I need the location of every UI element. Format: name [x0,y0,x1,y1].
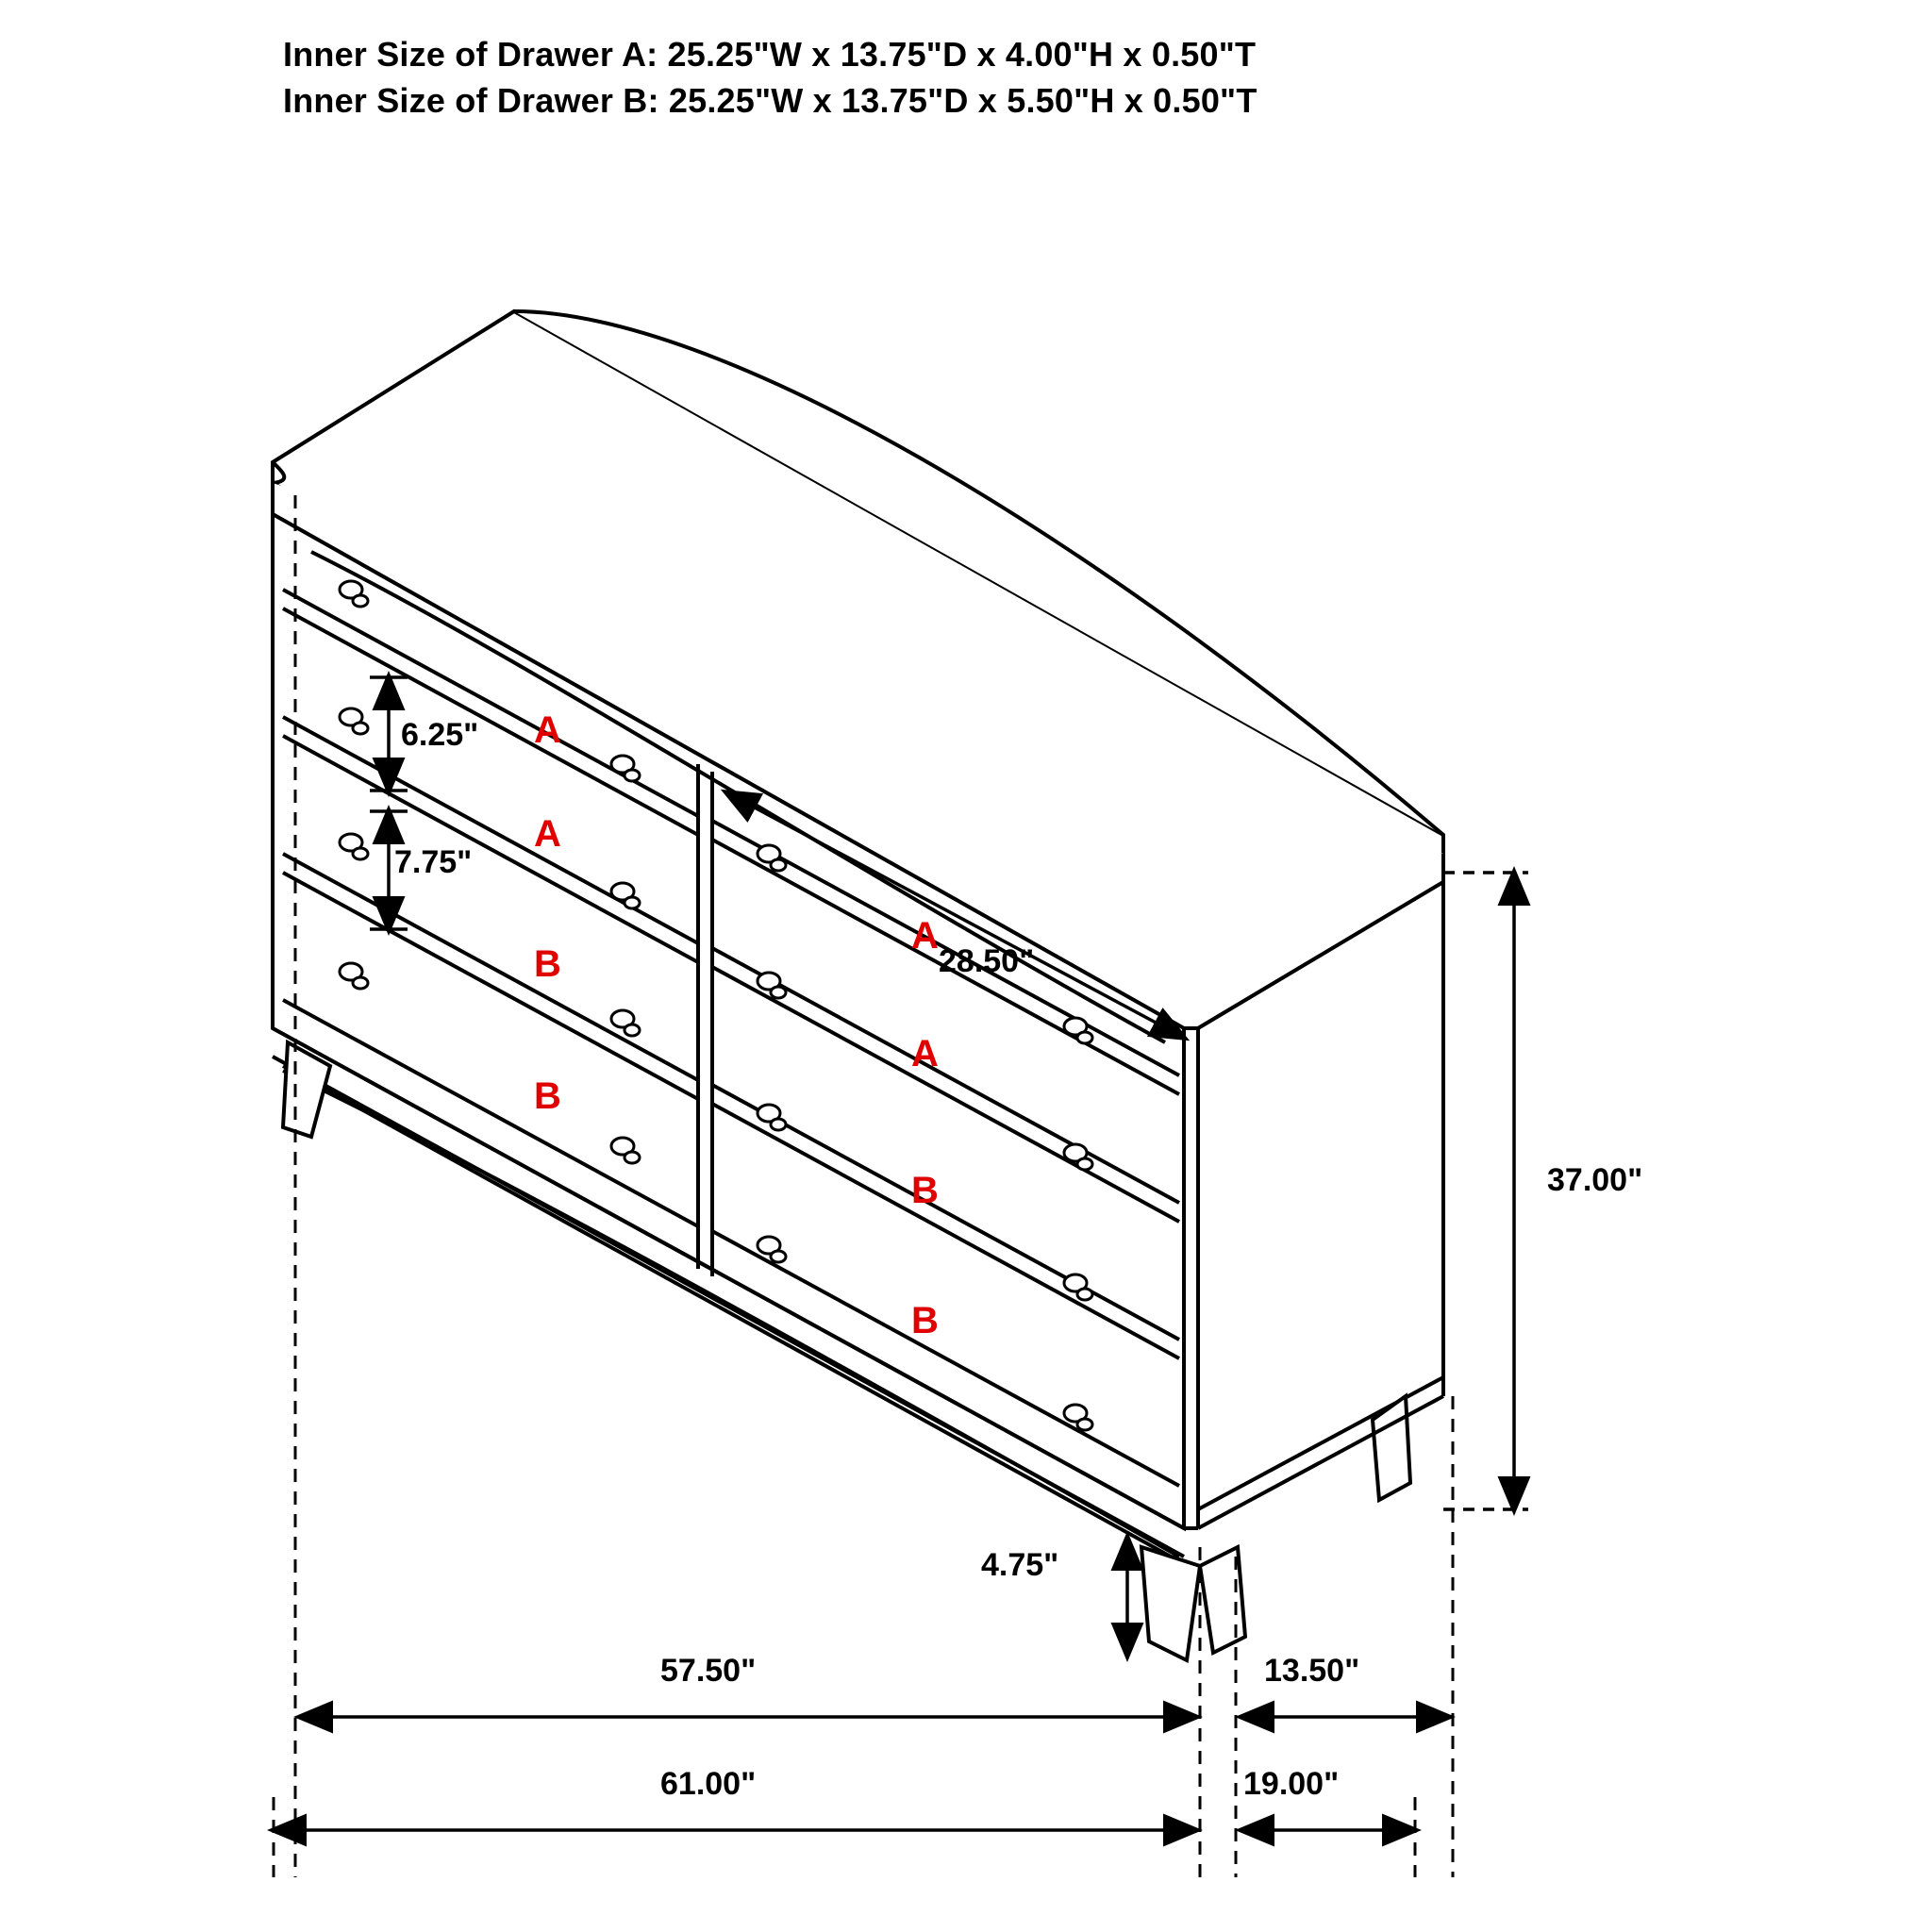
dimension-case-depth: 13.50" [1264,1653,1360,1689]
dimension-case-width: 57.50" [660,1653,757,1689]
drawer-label-left-4: B [534,1075,561,1117]
drawer-label-left-1: A [534,709,561,751]
dimension-front-case-height: 28.50" [939,943,1035,979]
dimension-total-height: 37.00" [1547,1162,1643,1198]
dimension-total-depth: 19.00" [1243,1766,1340,1802]
dimension-drawer-b-height: 7.75" [394,844,473,880]
drawer-b-inner-size-text: Inner Size of Drawer B: 25.25"W x 13.75"D x 5.50"H x 0.50"T [283,80,1257,120]
dimension-leg-height: 4.75" [981,1547,1059,1583]
drawer-label-right-4: B [911,1300,939,1341]
drawer-label-right-3: B [911,1170,939,1211]
drawer-label-right-2: A [911,1033,939,1074]
dresser-body-outline [273,311,1443,1660]
drawer-label-left-3: B [534,943,561,985]
dimension-drawer-a-height: 6.25" [401,717,479,753]
drawer-label-right-1: A [911,915,939,957]
drawer-a-inner-size-text: Inner Size of Drawer A: 25.25"W x 13.75"D x 4.00"H x 0.50"T [283,35,1257,74]
drawer-label-left-2: A [534,813,561,855]
dimension-total-width: 61.00" [660,1766,757,1802]
